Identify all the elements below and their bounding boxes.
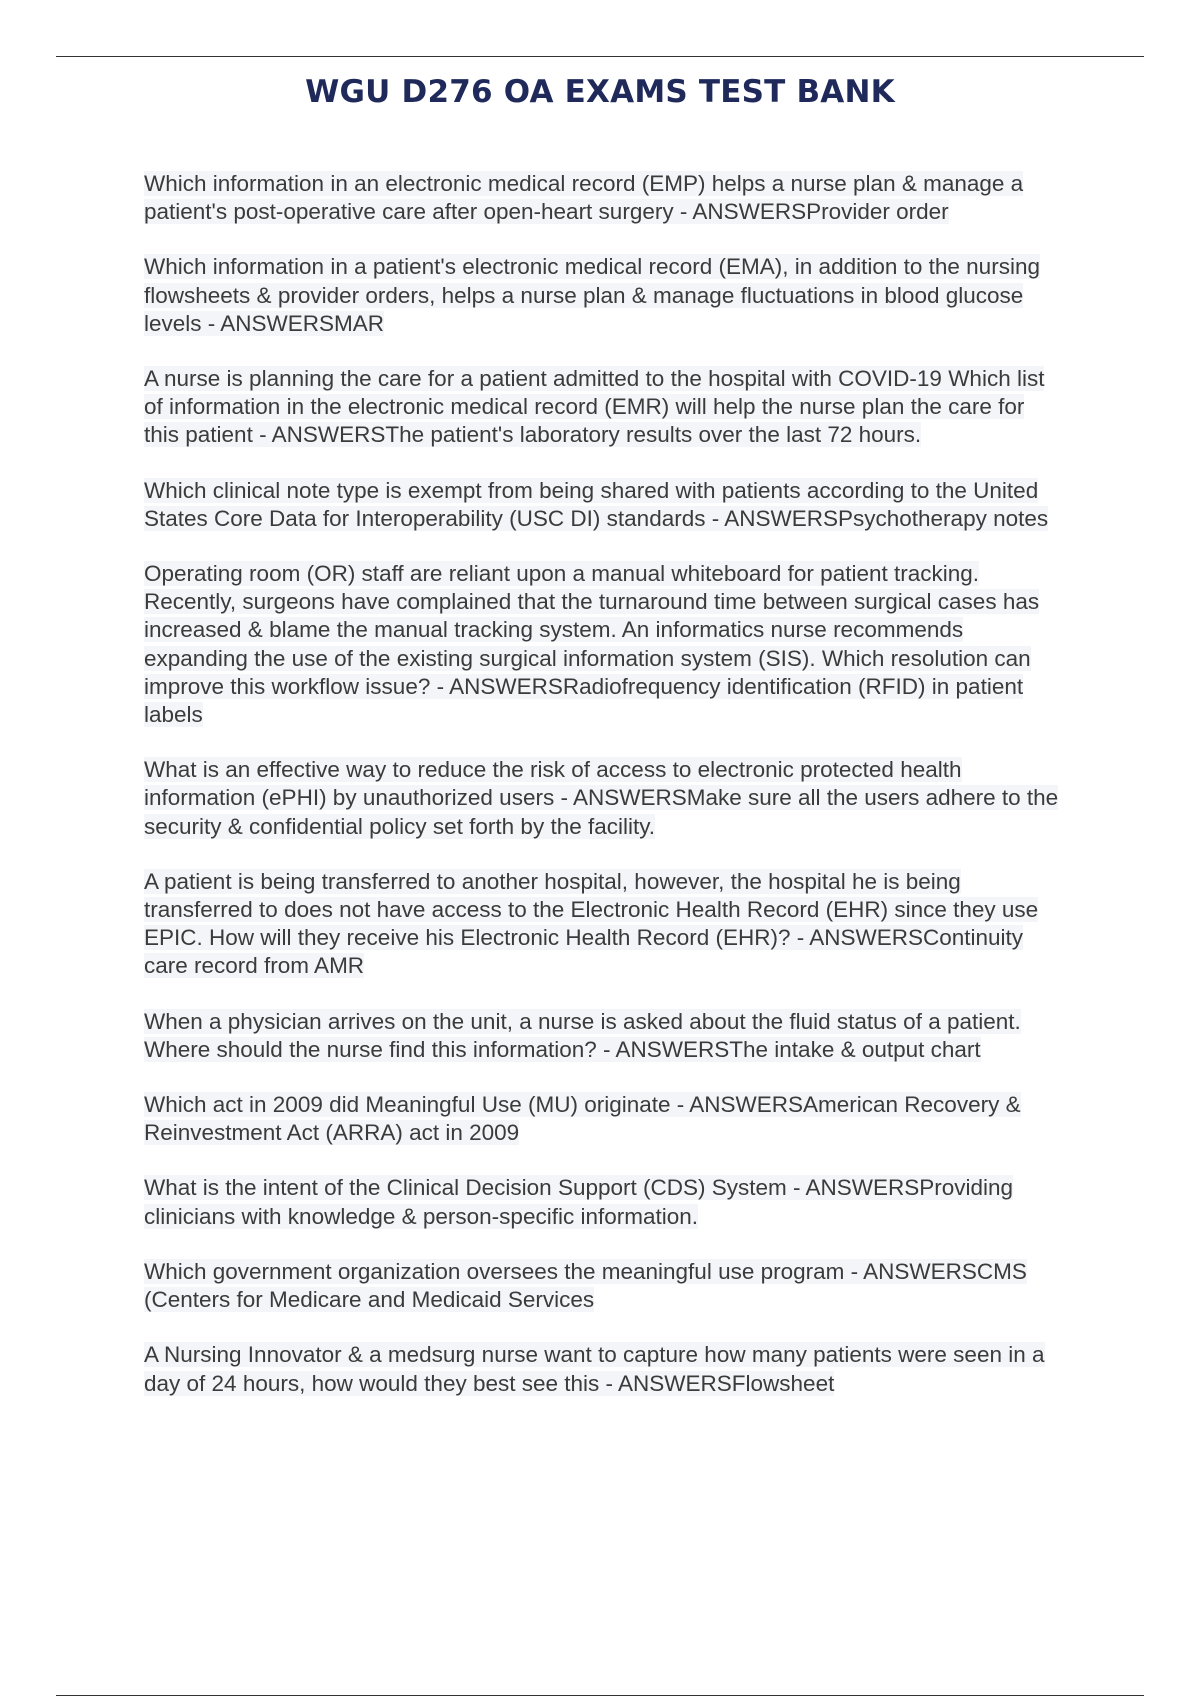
document-title: WGU D276 OA EXAMS TEST BANK xyxy=(305,74,895,110)
qa-item xyxy=(144,560,1064,729)
qa-item-text: When a physician arrives on the unit, a nurse is asked about the fluid status of a patient. Where should the nurse find this information? - ANSWERSThe intake & output chart xyxy=(144,1008,1021,1062)
qa-item-text: A patient is being transferred to another hospital, however, the hospital he is being transferred to does not have access to the Electronic Health Record (EHR) since they use EPIC. How will they receive his Electronic Health Record (EHR)? - ANSWERSContinuity care record from AMR xyxy=(144,868,1039,979)
qa-item-text: Operating room (OR) staff are reliant upon a manual whiteboard for patient tracking. Recently, surgeons have complained that the turnaround time between surgical cases has increased & blame the manual tracking system. An informatics nurse recommends expanding the use of the existing surgical information system (SIS). Which resolution can improve this workflow issue? - ANSWERSRadiofrequency identification (RFID) in patient labels xyxy=(144,561,1040,728)
top-rule xyxy=(56,56,1144,57)
qa-item-text: Which information in an electronic medical record (EMP) helps a nurse plan & manage a patient's post-operative care after open-heart surgery - ANSWERSProvider order xyxy=(144,171,1024,225)
qa-item-text: What is an effective way to reduce the risk of access to electronic protected health information (ePHI) by unauthorized users - ANSWERSMake sure all the users adhere to the security & confidential policy set forth by the facility. xyxy=(144,757,1059,839)
bottom-rule xyxy=(56,1695,1144,1696)
qa-item xyxy=(144,1258,1064,1314)
qa-item-text: A Nursing Innovator & a medsurg nurse want to capture how many patients were seen in a day of 24 hours, how would they best see this - ANSWERSFlowsheet xyxy=(144,1342,1045,1396)
qa-item-text: Which act in 2009 did Meaningful Use (MU) originate - ANSWERSAmerican Recovery & Reinvestment Act (ARRA) act in 2009 xyxy=(144,1092,1021,1146)
qa-list xyxy=(144,170,1064,1425)
qa-item xyxy=(144,868,1064,981)
qa-item xyxy=(144,756,1064,841)
qa-item-text: What is the intent of the Clinical Decision Support (CDS) System - ANSWERSProviding clinicians with knowledge & person-specific information. xyxy=(144,1175,1014,1229)
qa-item-text: Which clinical note type is exempt from being shared with patients according to the United States Core Data for Interoperability (USC DI) standards - ANSWERSPsychotherapy notes xyxy=(144,477,1049,531)
qa-item-text: Which information in a patient's electronic medical record (EMA), in addition to the nursing flowsheets & provider orders, helps a nurse plan & manage fluctuations in blood glucose levels - ANSWERSMAR xyxy=(144,254,1040,336)
qa-item xyxy=(144,253,1064,338)
qa-item-text: A nurse is planning the care for a patient admitted to the hospital with COVID-19 Which list of information in the electronic medical record (EMR) will help the nurse plan the care for this patient - ANSWERSThe patient's laboratory results over the last 72 hours. xyxy=(144,366,1045,448)
qa-item-text: Which government organization oversees the meaningful use program - ANSWERSCMS (Centers for Medicare and Medicaid Services xyxy=(144,1258,1027,1313)
qa-item xyxy=(144,1008,1064,1064)
qa-item xyxy=(144,1174,1064,1230)
qa-item xyxy=(144,1091,1064,1147)
qa-item xyxy=(144,1341,1064,1397)
qa-item xyxy=(144,365,1064,450)
qa-item xyxy=(144,170,1064,226)
qa-item xyxy=(144,477,1064,533)
